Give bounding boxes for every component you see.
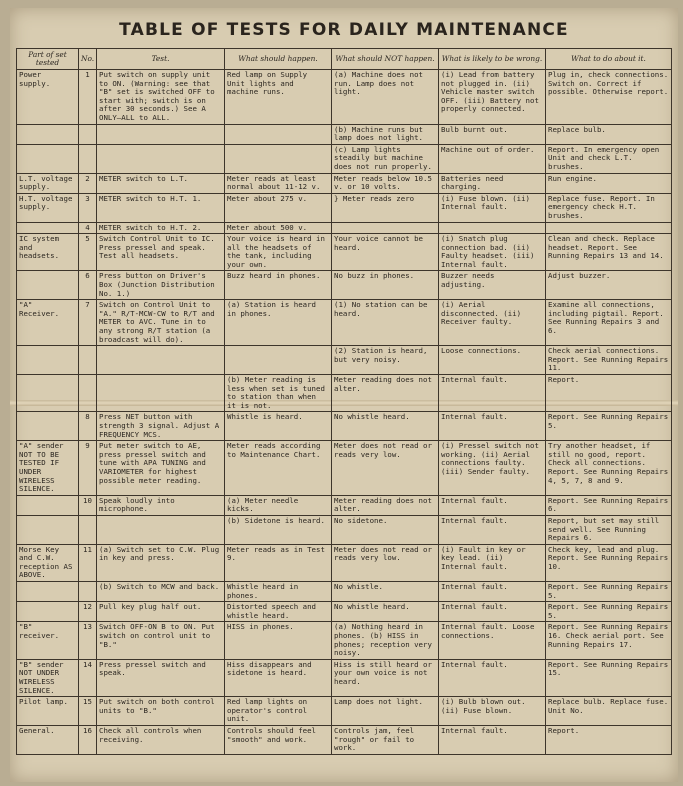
table-row	[17, 144, 672, 173]
should-not-cell: Meter reading does not alter.	[332, 375, 439, 412]
should-not-cell: No whistle heard.	[332, 412, 439, 441]
should-cell: Meter about 275 v.	[225, 193, 332, 222]
likely-cell: (i) Bulb blown out. (ii) Fuse blown.	[439, 697, 546, 726]
todo-cell: Replace bulb.	[546, 124, 672, 144]
table-row	[17, 222, 672, 234]
todo-cell: Try another headset, if still no good, report. Check all connections. Report. See Running Repairs 4, 5, 7, 8 and 9.	[546, 441, 672, 496]
test-cell: (a) Switch set to C.W. Plug in key and press.	[97, 544, 225, 581]
test-cell	[97, 144, 225, 173]
test-number	[79, 375, 97, 412]
should-cell: (a) Station is heard in phones.	[225, 300, 332, 346]
part-cell: L.T. voltage supply.	[17, 173, 79, 193]
table-row	[17, 346, 672, 375]
should-not-cell: (b) Machine runs but lamp does not light.	[332, 124, 439, 144]
part-cell	[17, 602, 79, 622]
test-number: 12	[79, 602, 97, 622]
should-not-cell: No whistle.	[332, 582, 439, 602]
header-test: Test.	[97, 49, 225, 70]
should-not-cell: (1) No station can be heard.	[332, 300, 439, 346]
should-not-cell: (c) Lamp lights steadily but machine does not run properly.	[332, 144, 439, 173]
test-number: 9	[79, 441, 97, 496]
part-cell	[17, 495, 79, 515]
table-row	[17, 725, 672, 754]
header-part: Part of set tested	[17, 49, 79, 70]
likely-cell: Buzzer needs adjusting.	[439, 271, 546, 300]
likely-cell: Internal fault.	[439, 602, 546, 622]
should-not-cell: No buzz in phones.	[332, 271, 439, 300]
part-cell	[17, 271, 79, 300]
table-row	[17, 582, 672, 602]
todo-cell: Report. In emergency open Unit and check L.T. brushes.	[546, 144, 672, 173]
test-cell: METER switch to H.T. 1.	[97, 193, 225, 222]
should-cell: Meter about 500 v.	[225, 222, 332, 234]
should-cell: (b) Sidetone is heard.	[225, 515, 332, 544]
likely-cell: Internal fault.	[439, 375, 546, 412]
should-not-cell: No whistle heard.	[332, 602, 439, 622]
part-cell: IC system and headsets.	[17, 234, 79, 271]
should-cell: HISS in phones.	[225, 622, 332, 659]
test-cell	[97, 375, 225, 412]
header-todo: What to do about it.	[546, 49, 672, 70]
test-cell: Check all controls when receiving.	[97, 725, 225, 754]
part-cell	[17, 515, 79, 544]
likely-cell	[439, 222, 546, 234]
should-cell: Meter reads according to Maintenance Chart.	[225, 441, 332, 496]
likely-cell: Internal fault.	[439, 725, 546, 754]
table-row	[17, 412, 672, 441]
likely-cell: (i) Lead from battery not plugged in. (ii) Vehicle master switch OFF. (iii) Battery not properly connected.	[439, 70, 546, 125]
test-cell: Put meter switch to AE, press pressel switch and tune with APA TUNING and VARIOMETER for highest possible meter reading.	[97, 441, 225, 496]
test-number: 11	[79, 544, 97, 581]
table-row	[17, 697, 672, 726]
table-row	[17, 193, 672, 222]
should-not-cell: Meter reads below 10.5 v. or 10 volts.	[332, 173, 439, 193]
likely-cell: Internal fault.	[439, 412, 546, 441]
should-cell: Whistle heard in phones.	[225, 582, 332, 602]
part-cell: "B" receiver.	[17, 622, 79, 659]
should-cell: (b) Meter reading is less when set is tuned to station than when it is not.	[225, 375, 332, 412]
todo-cell: Report. See Running Repairs 16. Check aerial port. See Running Repairs 17.	[546, 622, 672, 659]
should-not-cell: Controls jam, feel "rough" or fail to work.	[332, 725, 439, 754]
test-cell: Speak loudly into microphone.	[97, 495, 225, 515]
part-cell: General.	[17, 725, 79, 754]
tests-table	[16, 48, 672, 755]
part-cell: "A" Receiver.	[17, 300, 79, 346]
test-number: 13	[79, 622, 97, 659]
test-number: 10	[79, 495, 97, 515]
todo-cell: Plug in, check connections. Switch on. Correct if possible. Otherwise report.	[546, 70, 672, 125]
should-not-cell: Your voice cannot be heard.	[332, 234, 439, 271]
header-likely: What is likely to be wrong.	[439, 49, 546, 70]
should-cell: Your voice is heard in all the headsets of the tank, including your own.	[225, 234, 332, 271]
header-no: No.	[79, 49, 97, 70]
test-cell: Put switch on both control units to "B."	[97, 697, 225, 726]
todo-cell: Report.	[546, 725, 672, 754]
should-cell	[225, 124, 332, 144]
should-not-cell: } Meter reads zero	[332, 193, 439, 222]
part-cell: "A" sender NOT TO BE TESTED IF UNDER WIRELESS SILENCE.	[17, 441, 79, 496]
table-row	[17, 271, 672, 300]
todo-cell: Report. See Running Repairs 5.	[546, 582, 672, 602]
table-row	[17, 544, 672, 581]
test-cell: Switch OFF-ON B to ON. Put switch on control unit to "B."	[97, 622, 225, 659]
test-number: 16	[79, 725, 97, 754]
test-cell: Press button on Driver's Box (Junction Distribution No. 1.)	[97, 271, 225, 300]
should-not-cell: Lamp does not light.	[332, 697, 439, 726]
maintenance-card	[10, 8, 678, 782]
likely-cell: Internal fault.	[439, 495, 546, 515]
should-cell: Controls should feel "smooth" and work.	[225, 725, 332, 754]
part-cell	[17, 346, 79, 375]
should-not-cell: (2) Station is heard, but very noisy.	[332, 346, 439, 375]
likely-cell: (i) Fuse blown. (ii) Internal fault.	[439, 193, 546, 222]
test-number: 4	[79, 222, 97, 234]
test-number: 5	[79, 234, 97, 271]
should-not-cell: Meter does not read or reads very low.	[332, 544, 439, 581]
todo-cell: Examine all connections, including pigtail. Report. See Running Repairs 3 and 6.	[546, 300, 672, 346]
test-cell	[97, 124, 225, 144]
should-cell: Hiss disappears and sidetone is heard.	[225, 659, 332, 696]
part-cell	[17, 124, 79, 144]
part-cell: H.T. voltage supply.	[17, 193, 79, 222]
table-row	[17, 375, 672, 412]
test-cell	[97, 515, 225, 544]
table-row	[17, 602, 672, 622]
test-number: 2	[79, 173, 97, 193]
todo-cell: Report, but set may still send well. See Running Repairs 6.	[546, 515, 672, 544]
should-cell	[225, 346, 332, 375]
part-cell	[17, 222, 79, 234]
likely-cell: (i) Aerial disconnected. (ii) Receiver faulty.	[439, 300, 546, 346]
should-not-cell: No sidetone.	[332, 515, 439, 544]
todo-cell: Replace bulb. Replace fuse. Unit No.	[546, 697, 672, 726]
test-number	[79, 346, 97, 375]
part-cell: Morse Key and C.W. reception AS ABOVE.	[17, 544, 79, 581]
header-should-not: What should NOT happen.	[332, 49, 439, 70]
test-cell: Put switch on supply unit to ON. (Warning: see that "B" set is switched OFF to start with; switch is on after 30 seconds.) See A ONLY—ALL to ALL.	[97, 70, 225, 125]
should-not-cell: (a) Nothing heard in phones. (b) HISS in phones; reception very noisy.	[332, 622, 439, 659]
todo-cell: Report. See Running Repairs 5.	[546, 602, 672, 622]
test-cell: Switch Control Unit to IC. Press pressel and speak. Test all headsets.	[97, 234, 225, 271]
part-cell	[17, 582, 79, 602]
todo-cell: Clean and check. Replace headset. Report. See Running Repairs 13 and 14.	[546, 234, 672, 271]
should-cell: (a) Meter needle kicks.	[225, 495, 332, 515]
todo-cell: Check key, lead and plug. Report. See Running Repairs 10.	[546, 544, 672, 581]
should-not-cell: (a) Machine does not run. Lamp does not light.	[332, 70, 439, 125]
test-number	[79, 144, 97, 173]
test-cell: METER switch to H.T. 2.	[97, 222, 225, 234]
part-cell	[17, 144, 79, 173]
test-number: 8	[79, 412, 97, 441]
todo-cell: Report.	[546, 375, 672, 412]
should-cell: Meter reads as in Test 9.	[225, 544, 332, 581]
likely-cell: Internal fault.	[439, 582, 546, 602]
should-cell	[225, 144, 332, 173]
should-not-cell: Meter reading does not alter.	[332, 495, 439, 515]
likely-cell: Loose connections.	[439, 346, 546, 375]
likely-cell: (i) Pressel switch not working. (ii) Aerial connections faulty. (iii) Sender faulty.	[439, 441, 546, 496]
test-cell: Pull key plug half out.	[97, 602, 225, 622]
test-cell	[97, 346, 225, 375]
page-title: TABLE OF TESTS FOR DAILY MAINTENANCE	[119, 20, 569, 40]
should-not-cell	[332, 222, 439, 234]
likely-cell: (i) Snatch plug connection bad. (ii) Faulty headset. (iii) Internal fault.	[439, 234, 546, 271]
test-number: 3	[79, 193, 97, 222]
likely-cell: Machine out of order.	[439, 144, 546, 173]
part-cell	[17, 375, 79, 412]
table-row	[17, 124, 672, 144]
test-number: 7	[79, 300, 97, 346]
header-row	[17, 49, 672, 70]
test-number: 6	[79, 271, 97, 300]
table-row	[17, 234, 672, 271]
part-cell: Power supply.	[17, 70, 79, 125]
test-number	[79, 582, 97, 602]
likely-cell: Bulb burnt out.	[439, 124, 546, 144]
test-cell: METER switch to L.T.	[97, 173, 225, 193]
should-cell: Buzz heard in phones.	[225, 271, 332, 300]
test-cell: (b) Switch to MCW and back.	[97, 582, 225, 602]
todo-cell: Run engine.	[546, 173, 672, 193]
should-cell: Red lamp lights on operator's control unit.	[225, 697, 332, 726]
table-row	[17, 622, 672, 659]
test-number	[79, 515, 97, 544]
should-not-cell: Hiss is still heard or your own voice is not heard.	[332, 659, 439, 696]
should-cell: Red lamp on Supply Unit lights and machine runs.	[225, 70, 332, 125]
should-not-cell: Meter does not read or reads very low.	[332, 441, 439, 496]
table-row	[17, 515, 672, 544]
todo-cell: Check aerial connections. Report. See Running Repairs 11.	[546, 346, 672, 375]
likely-cell: (i) Fault in key or key lead. (ii) Internal fault.	[439, 544, 546, 581]
should-cell: Distorted speech and whistle heard.	[225, 602, 332, 622]
header-should: What should happen.	[225, 49, 332, 70]
part-cell: "B" sender NOT UNDER WIRELESS SILENCE.	[17, 659, 79, 696]
table-row	[17, 70, 672, 125]
likely-cell: Internal fault.	[439, 515, 546, 544]
test-cell: Press pressel switch and speak.	[97, 659, 225, 696]
table-row	[17, 659, 672, 696]
todo-cell: Adjust buzzer.	[546, 271, 672, 300]
part-cell: Pilot lamp.	[17, 697, 79, 726]
likely-cell: Batteries need charging.	[439, 173, 546, 193]
part-cell	[17, 412, 79, 441]
todo-cell	[546, 222, 672, 234]
test-number: 14	[79, 659, 97, 696]
test-number: 15	[79, 697, 97, 726]
test-number: 1	[79, 70, 97, 125]
test-number	[79, 124, 97, 144]
test-cell: Switch on Control Unit to "A." R/T-MCW-CW to R/T and METER to AVC. Tune in to any strong R/T station (a broadcast will do).	[97, 300, 225, 346]
table-row	[17, 173, 672, 193]
likely-cell: Internal fault.	[439, 659, 546, 696]
todo-cell: Report. See Running Repairs 5.	[546, 412, 672, 441]
table-row	[17, 441, 672, 496]
likely-cell: Internal fault. Loose connections.	[439, 622, 546, 659]
table-row	[17, 495, 672, 515]
todo-cell: Replace fuse. Report. In emergency check H.T. brushes.	[546, 193, 672, 222]
todo-cell: Report. See Running Repairs 15.	[546, 659, 672, 696]
todo-cell: Report. See Running Repairs 6.	[546, 495, 672, 515]
should-cell: Meter reads at least normal about 11-12 v.	[225, 173, 332, 193]
should-cell: Whistle is heard.	[225, 412, 332, 441]
test-cell: Press NET button with strength 3 signal. Adjust A FREQUENCY MCS.	[97, 412, 225, 441]
table-row	[17, 300, 672, 346]
